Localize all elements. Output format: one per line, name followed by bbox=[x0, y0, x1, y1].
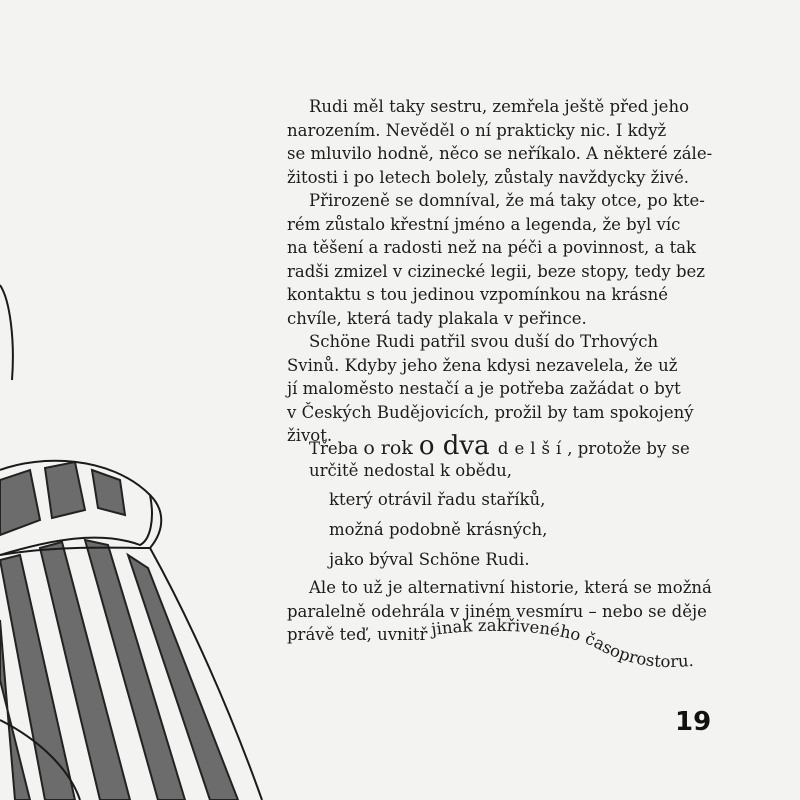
verse-line: který otrávil řadu staříků, bbox=[329, 490, 546, 509]
text-line: kontaktu s tou jedinou vzpomínkou na krásné bbox=[287, 285, 668, 304]
curved-text-path: jinak zakřiveného časoprostoru. bbox=[430, 615, 695, 672]
text-line: rém zůstalo křestní jméno a legenda, že byl víc bbox=[287, 214, 681, 234]
page-number: 19 bbox=[675, 707, 712, 737]
text-fragment: , protože by se bbox=[567, 439, 690, 458]
verse-line: jako býval Schöne Rudi. bbox=[329, 550, 530, 569]
curved-text-line bbox=[428, 616, 694, 671]
text-line: se mluvilo hodně, něco se neříkalo. A některé zále- bbox=[287, 144, 713, 163]
text-fragment: Třeba bbox=[309, 439, 364, 458]
text-line: narozením. Nevěděl o ní prakticky nic. I když bbox=[287, 120, 667, 140]
text-line: život. bbox=[287, 426, 333, 445]
text-line: určitě nedostal k obědu, bbox=[309, 461, 512, 480]
text-line: chvíle, která tady plakala v peřince. bbox=[287, 308, 587, 328]
text-line: paralelně odehrála v jiném vesmíru – nebo se děje bbox=[287, 601, 707, 621]
verse-line: možná podobně krásných, bbox=[329, 520, 548, 539]
text-line: Ale to už je alternativní historie, která se možná bbox=[309, 578, 712, 597]
text-line: na těšení a radosti než na péči a povinnost, a tak bbox=[287, 238, 697, 257]
text-fragment-largest: o dva bbox=[418, 431, 498, 461]
text-line: jí maloměsto nestačí a je potřeba zažádat o byt bbox=[287, 379, 681, 398]
text-line: právě teď, uvnitř bbox=[287, 625, 428, 644]
text-line: žitosti i po letech bolely, zůstaly navždycky živé. bbox=[287, 167, 689, 187]
text-line: v Českých Budějovicích, prožil by tam spokojený bbox=[287, 402, 694, 422]
text-line: Svinů. Kdyby jeho žena kdysi nezavelela, že už bbox=[287, 355, 678, 375]
text-line: Přirozeně se domníval, že má taky otce, po kte- bbox=[309, 191, 705, 210]
text-line: Schöne Rudi patřil svou duší do Trhových bbox=[309, 332, 659, 351]
text-line: radši zmizel v cizinecké legii, beze stopy, tedy bez bbox=[287, 261, 706, 281]
text-fragment-spaced: delší bbox=[497, 439, 568, 458]
text-line: Rudi měl taky sestru, zemřela ještě před jeho bbox=[309, 97, 689, 116]
text-fragment-larger: o rok bbox=[363, 437, 419, 459]
